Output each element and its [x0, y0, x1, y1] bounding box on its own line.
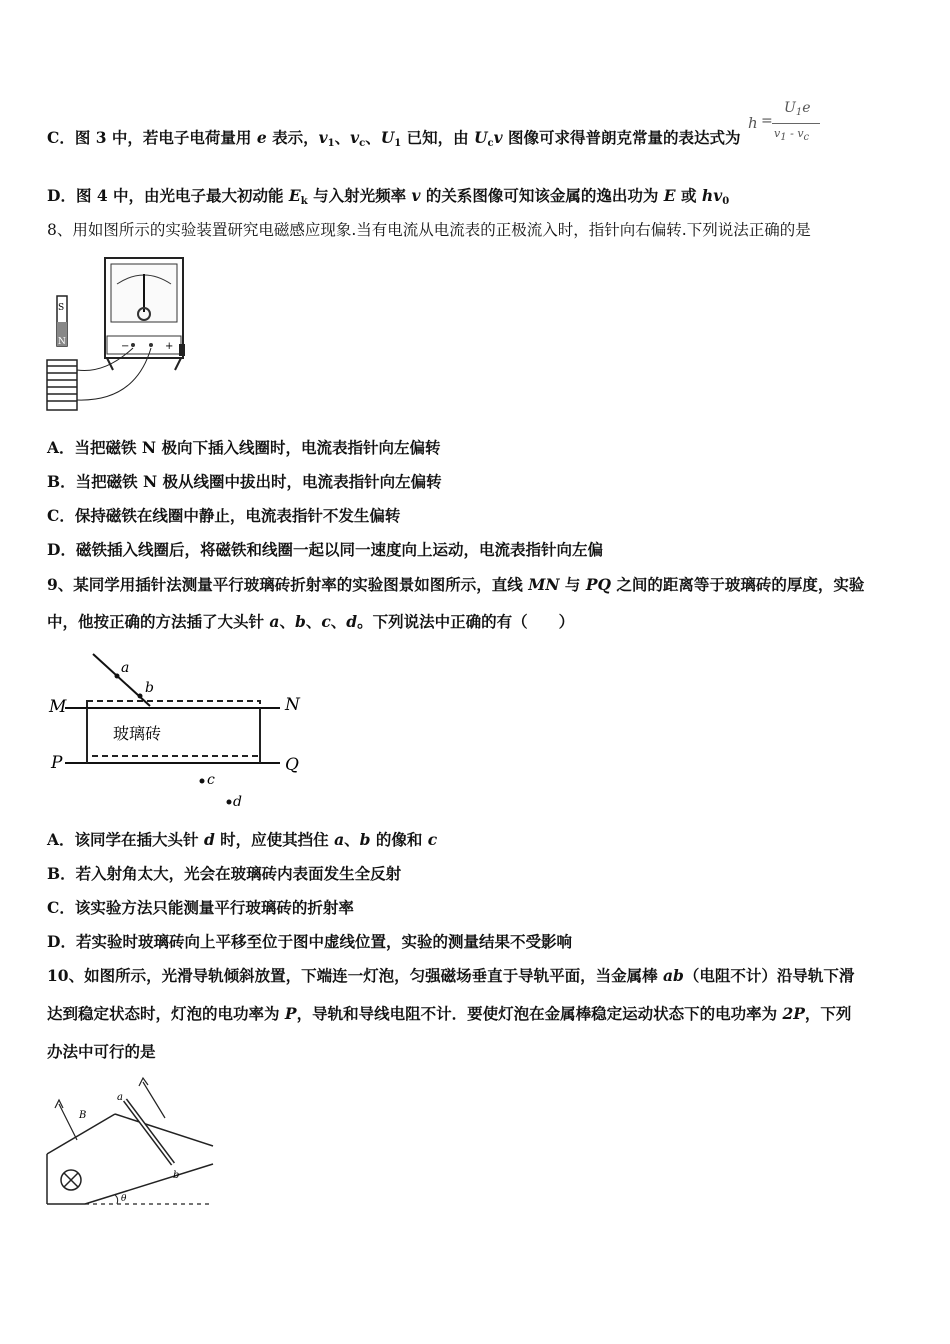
q9-option-a: A．该同学在插大头针 d 时，应使其挡住 a、b 的像和 c	[47, 830, 438, 849]
minus-terminal-label: −	[121, 341, 130, 352]
q8-option-a: A．当把磁铁 N 极向下插入线圈时，电流表指针向左偏转	[47, 438, 441, 457]
magnet-s-label: S	[58, 303, 65, 313]
q9-stem-line1: 9、某同学用插针法测量平行玻璃砖折射率的实验图景如图所示，直线 MN 与 PQ 之间的距离等于玻璃砖的厚度，实验	[47, 575, 865, 594]
rail-upper	[115, 1114, 213, 1146]
label-glass: 玻璃砖	[113, 724, 162, 743]
plus-terminal-label: +	[165, 341, 174, 352]
label-b: b	[145, 680, 154, 696]
label-m: M	[49, 697, 67, 717]
b-field-arrow-right	[143, 1082, 165, 1118]
label-a: a	[121, 660, 130, 676]
q10-stem-line3: 办法中可行的是	[47, 1042, 156, 1061]
b-field-arrow-left	[59, 1104, 77, 1140]
label-n: N	[285, 695, 300, 715]
q9-option-c: C．该实验方法只能测量平行玻璃砖的折射率	[47, 898, 354, 917]
q8-option-d: D．磁铁插入线圈后，将磁铁和线圈一起以同一速度向上运动，电流表指针向左偏	[47, 540, 603, 559]
q10-stem-line2: 达到稳定状态时，灯泡的电功率为 P，导轨和导线电阻不计．要使灯泡在金属棒稳定运动状态下的电功率为 2P，下列	[47, 1004, 852, 1023]
rail-lower	[85, 1164, 213, 1204]
pin-d	[227, 800, 232, 805]
q7-option-d: D．图 4 中，由光电子最大初动能 $E_k$ 与入射光频率 v 的关系图像可知该金属的逸出功为 E 或 $hv_0$	[47, 186, 730, 207]
pin-b	[138, 694, 143, 699]
label-d: d	[233, 794, 242, 810]
q8-stem: 8、用如图所示的实验装置研究电磁感应现象.当有电流从电流表的正极流入时，指针向右偏转.下列说法正确的是	[47, 221, 811, 239]
label-b-field: B	[79, 1110, 87, 1121]
planck-formula: h = $U_1e$ $v_1 - v_c$	[748, 100, 828, 150]
label-p: P	[51, 753, 63, 773]
q10-figure	[45, 1074, 215, 1210]
q8-figure	[45, 252, 190, 414]
label-c: c	[207, 772, 215, 788]
pin-c	[200, 779, 205, 784]
q7-option-c: C．图 3 中，若电子电荷量用 e 表示，$v_1$、$v_c$、$U_1$ 已知，由 $U_cv$ 图像可求得普朗克常量的表达式为	[47, 128, 741, 149]
q9-stem-line2: 中，他按正确的方法插了大头针 a、b、c、d。下列说法中正确的有（ ）	[47, 612, 575, 631]
label-theta: θ	[121, 1194, 127, 1204]
pin-a	[115, 674, 120, 679]
q9-option-d: D．若实验时玻璃砖向上平移至位于图中虚线位置，实验的测量结果不受影响	[47, 932, 572, 951]
coil	[47, 360, 77, 410]
q9-figure	[45, 648, 310, 818]
q8-option-b: B．当把磁铁 N 极从线圈中拔出时，电流表指针向左偏转	[47, 472, 442, 491]
label-a: a	[117, 1092, 123, 1103]
label-q: Q	[285, 755, 299, 775]
magnet-n-label: N	[58, 337, 66, 347]
q8-option-c: C．保持磁铁在线圈中静止，电流表指针不发生偏转	[47, 506, 401, 525]
label-b: b	[173, 1170, 180, 1181]
q10-stem-line1: 10、如图所示，光滑导轨倾斜放置，下端连一灯泡，匀强磁场垂直于导轨平面，当金属棒 ab（电阻不计）沿导轨下滑	[47, 966, 855, 985]
q9-option-b: B．若入射角太大，光会在玻璃砖内表面发生全反射	[47, 864, 402, 883]
